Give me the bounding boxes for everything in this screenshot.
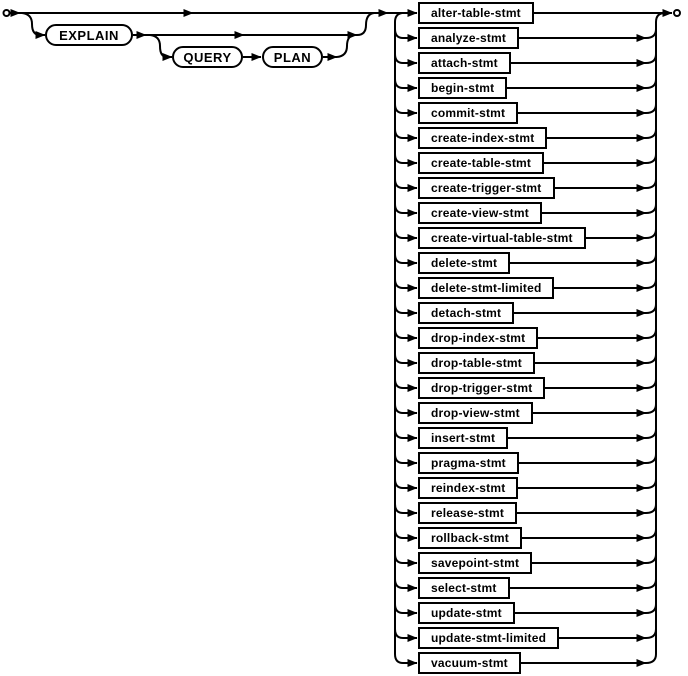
nonterminal-commit-stmt[interactable]: commit-stmt xyxy=(418,102,518,124)
row-connector-line xyxy=(395,229,417,238)
row-connector-line xyxy=(646,454,656,463)
row-connector-line xyxy=(646,54,656,63)
row-connector-line xyxy=(646,179,656,188)
row-connector-line xyxy=(646,329,656,338)
row-connector-line xyxy=(395,604,417,613)
start-terminal-icon xyxy=(4,10,10,16)
row-connector-line xyxy=(395,629,417,638)
right-merge-column-line xyxy=(656,13,665,654)
nonterminal-create-virtual-table-stmt[interactable]: create-virtual-table-stmt xyxy=(418,227,586,249)
nonterminal-vacuum-stmt[interactable]: vacuum-stmt xyxy=(418,652,521,674)
row-connector-line xyxy=(646,504,656,513)
nonterminal-drop-view-stmt[interactable]: drop-view-stmt xyxy=(418,402,533,424)
nonterminal-insert-stmt[interactable]: insert-stmt xyxy=(418,427,508,449)
nonterminal-reindex-stmt[interactable]: reindex-stmt xyxy=(418,477,518,499)
row-connector-line xyxy=(646,379,656,388)
row-connector-line xyxy=(395,329,417,338)
nonterminal-create-index-stmt[interactable]: create-index-stmt xyxy=(418,127,547,149)
row-connector-line xyxy=(395,104,417,113)
row-connector-line xyxy=(395,354,417,363)
row-connector-line xyxy=(646,254,656,263)
row-connector-line xyxy=(395,579,417,588)
nonterminal-update-stmt[interactable]: update-stmt xyxy=(418,602,515,624)
explain-branch-line xyxy=(22,13,45,35)
row-connector-line xyxy=(646,629,656,638)
row-connector-line xyxy=(646,529,656,538)
row-connector-line xyxy=(646,79,656,88)
row-connector-line xyxy=(646,129,656,138)
nonterminal-analyze-stmt[interactable]: analyze-stmt xyxy=(418,27,519,49)
nonterminal-alter-table-stmt[interactable]: alter-table-stmt xyxy=(418,2,534,24)
nonterminal-drop-table-stmt[interactable]: drop-table-stmt xyxy=(418,352,535,374)
row-connector-line xyxy=(395,204,417,213)
row-connector-line xyxy=(646,479,656,488)
row-connector-line xyxy=(395,479,417,488)
row-connector-line xyxy=(395,279,417,288)
row-connector-line xyxy=(395,79,417,88)
row-connector-line xyxy=(395,304,417,313)
query-branch-line xyxy=(150,35,172,57)
end-terminal-icon xyxy=(674,10,680,16)
row-connector-line xyxy=(395,54,417,63)
row-connector-line xyxy=(646,279,656,288)
row-connector-line xyxy=(646,404,656,413)
row-connector-line xyxy=(646,229,656,238)
row-connector-line xyxy=(395,404,417,413)
row-connector-line xyxy=(646,654,656,663)
explain-merge-curve xyxy=(357,13,374,35)
row-connector-line xyxy=(646,154,656,163)
nonterminal-drop-trigger-stmt[interactable]: drop-trigger-stmt xyxy=(418,377,545,399)
keyword-plan: PLAN xyxy=(262,46,323,68)
nonterminal-create-table-stmt[interactable]: create-table-stmt xyxy=(418,152,544,174)
row-connector-line xyxy=(646,204,656,213)
row-connector-line xyxy=(395,429,417,438)
nonterminal-detach-stmt[interactable]: detach-stmt xyxy=(418,302,514,324)
row-connector-line xyxy=(395,254,417,263)
keyword-query: QUERY xyxy=(172,46,243,68)
nonterminal-release-stmt[interactable]: release-stmt xyxy=(418,502,517,524)
row-connector-line xyxy=(395,29,417,38)
row-connector-line xyxy=(395,379,417,388)
row-connector-line xyxy=(646,29,656,38)
nonterminal-attach-stmt[interactable]: attach-stmt xyxy=(418,52,511,74)
row-connector-line xyxy=(395,129,417,138)
row-connector-line xyxy=(395,454,417,463)
row-connector-line xyxy=(395,154,417,163)
row-connector-line xyxy=(395,504,417,513)
row-connector-line xyxy=(646,304,656,313)
nonterminal-rollback-stmt[interactable]: rollback-stmt xyxy=(418,527,522,549)
row-connector-line xyxy=(395,529,417,538)
nonterminal-select-stmt[interactable]: select-stmt xyxy=(418,577,510,599)
nonterminal-update-stmt-limited[interactable]: update-stmt-limited xyxy=(418,627,559,649)
row-connector-line xyxy=(646,554,656,563)
row-connector-line xyxy=(646,354,656,363)
row-connector-line xyxy=(395,654,417,663)
row-connector-line xyxy=(646,429,656,438)
nonterminal-begin-stmt[interactable]: begin-stmt xyxy=(418,77,507,99)
nonterminal-pragma-stmt[interactable]: pragma-stmt xyxy=(418,452,519,474)
row-connector-line xyxy=(395,179,417,188)
row-connector-line xyxy=(395,554,417,563)
nonterminal-savepoint-stmt[interactable]: savepoint-stmt xyxy=(418,552,532,574)
nonterminal-delete-stmt[interactable]: delete-stmt xyxy=(418,252,510,274)
nonterminal-drop-index-stmt[interactable]: drop-index-stmt xyxy=(418,327,538,349)
nonterminal-create-view-stmt[interactable]: create-view-stmt xyxy=(418,202,542,224)
row-connector-line xyxy=(646,579,656,588)
nonterminal-create-trigger-stmt[interactable]: create-trigger-stmt xyxy=(418,177,555,199)
plan-merge-curve xyxy=(337,35,354,57)
nonterminal-delete-stmt-limited[interactable]: delete-stmt-limited xyxy=(418,277,554,299)
keyword-explain: EXPLAIN xyxy=(45,24,133,46)
row-connector-line xyxy=(646,104,656,113)
row-connector-line xyxy=(646,604,656,613)
